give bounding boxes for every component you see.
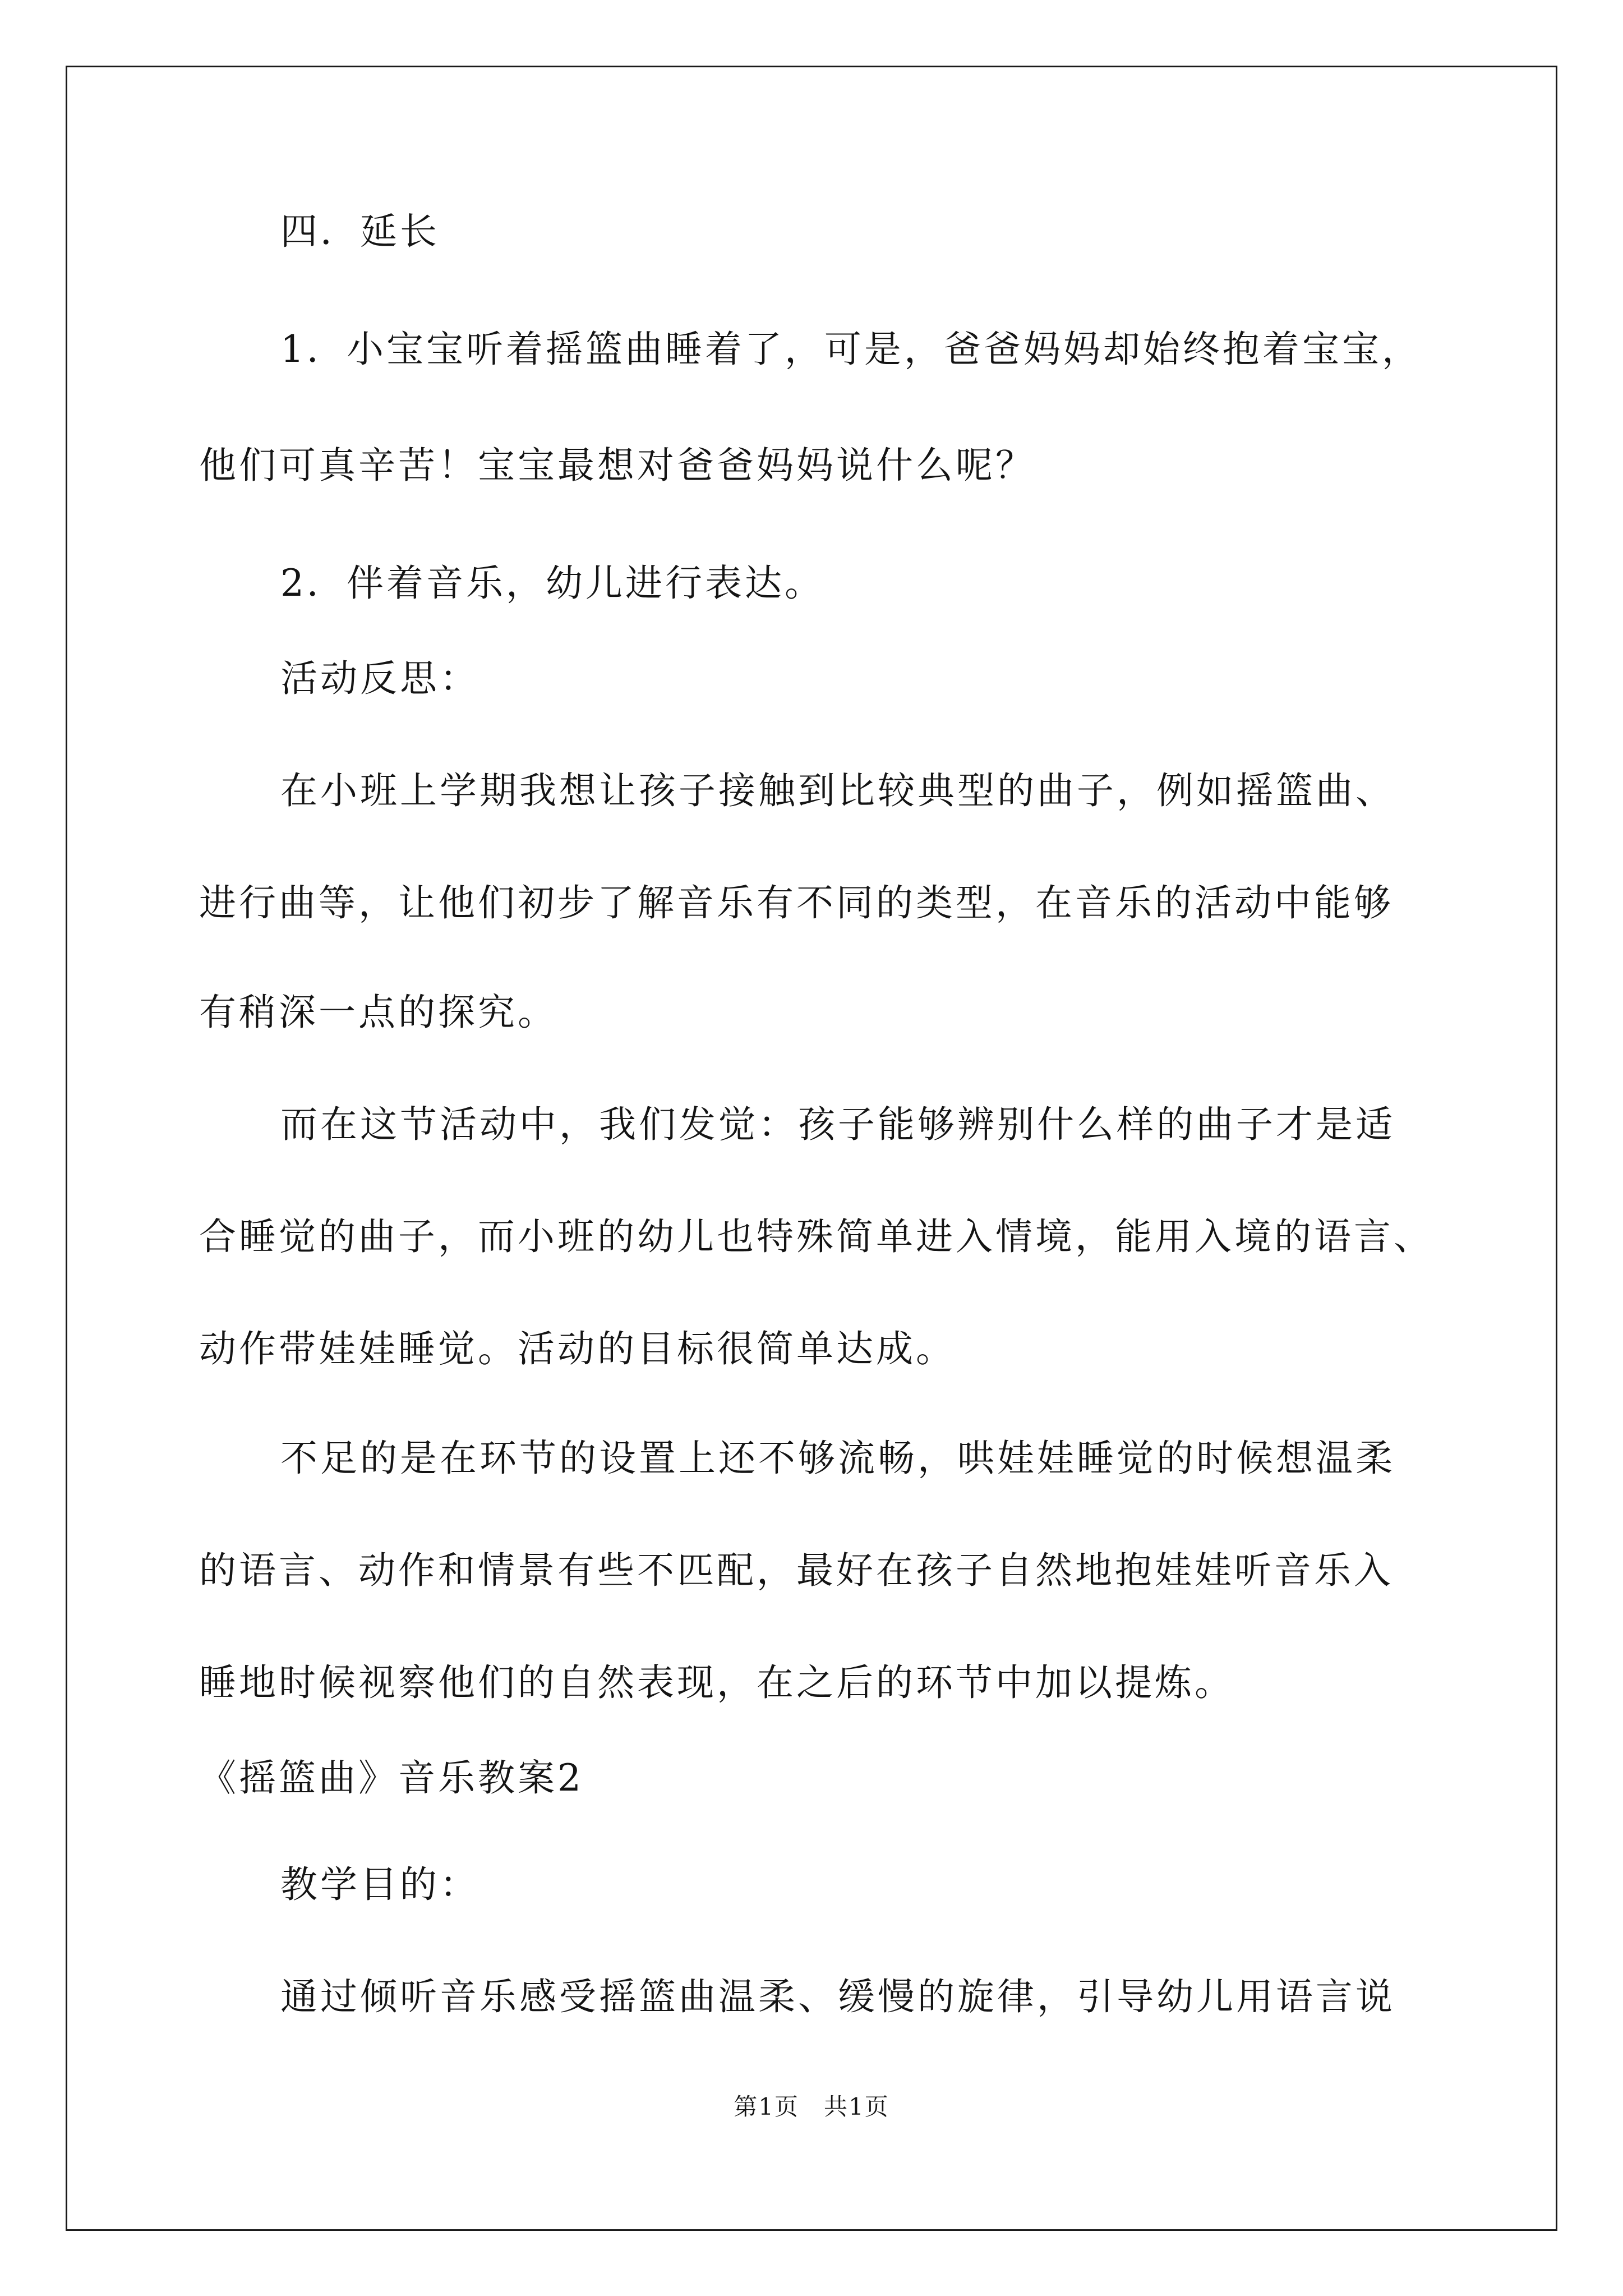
paragraph-line: 而在这节活动中，我们发觉：孩子能够辨别什么样的曲子才是适 [280,1103,1395,1146]
section-heading-reflection: 活动反思： [280,657,479,700]
paragraph-line: 2．伴着音乐，幼儿进行表达。 [280,562,824,605]
paragraph-line: 的语言、动作和情景有些不匹配，最好在孩子自然地抱娃娃听音乐入 [199,1549,1394,1592]
page-number: 第1页 共1页 [734,2093,889,2120]
paragraph-line: 进行曲等，让他们初步了解音乐有不同的类型，在音乐的活动中能够 [199,881,1394,924]
paragraph-line: 合睡觉的曲子，而小班的幼儿也特殊简单进入情境，能用入境的语言、 [199,1215,1433,1258]
paragraph-line: 通过倾听音乐感受摇篮曲温柔、缓慢的旋律，引导幼儿用语言说 [280,1975,1395,2018]
paragraph-line: 动作带娃娃睡觉。活动的目标很简单达成。 [199,1327,956,1370]
paragraph-line: 不足的是在环节的设置上还不够流畅，哄娃娃睡觉的时候想温柔 [280,1437,1395,1480]
paragraph-line: 在小班上学期我想让孩子接触到比较典型的曲子，例如摇篮曲、 [280,769,1395,812]
document-title: 《摇篮曲》音乐教案2 [199,1756,584,1800]
paragraph-line: 有稍深一点的探究。 [199,991,557,1034]
paragraph-line: 他们可真辛苦！宝宝最想对爸爸妈妈说什么呢？ [199,444,1035,487]
section-heading-teaching-goals: 教学目的： [280,1863,479,1906]
section-heading-extend: 四．延长 [280,210,440,253]
paragraph-line: 睡地时候视察他们的自然表现，在之后的环节中加以提炼。 [199,1661,1234,1704]
paragraph-line: 1．小宝宝听着摇篮曲睡着了，可是，爸爸妈妈却始终抱着宝宝， [280,328,1422,371]
